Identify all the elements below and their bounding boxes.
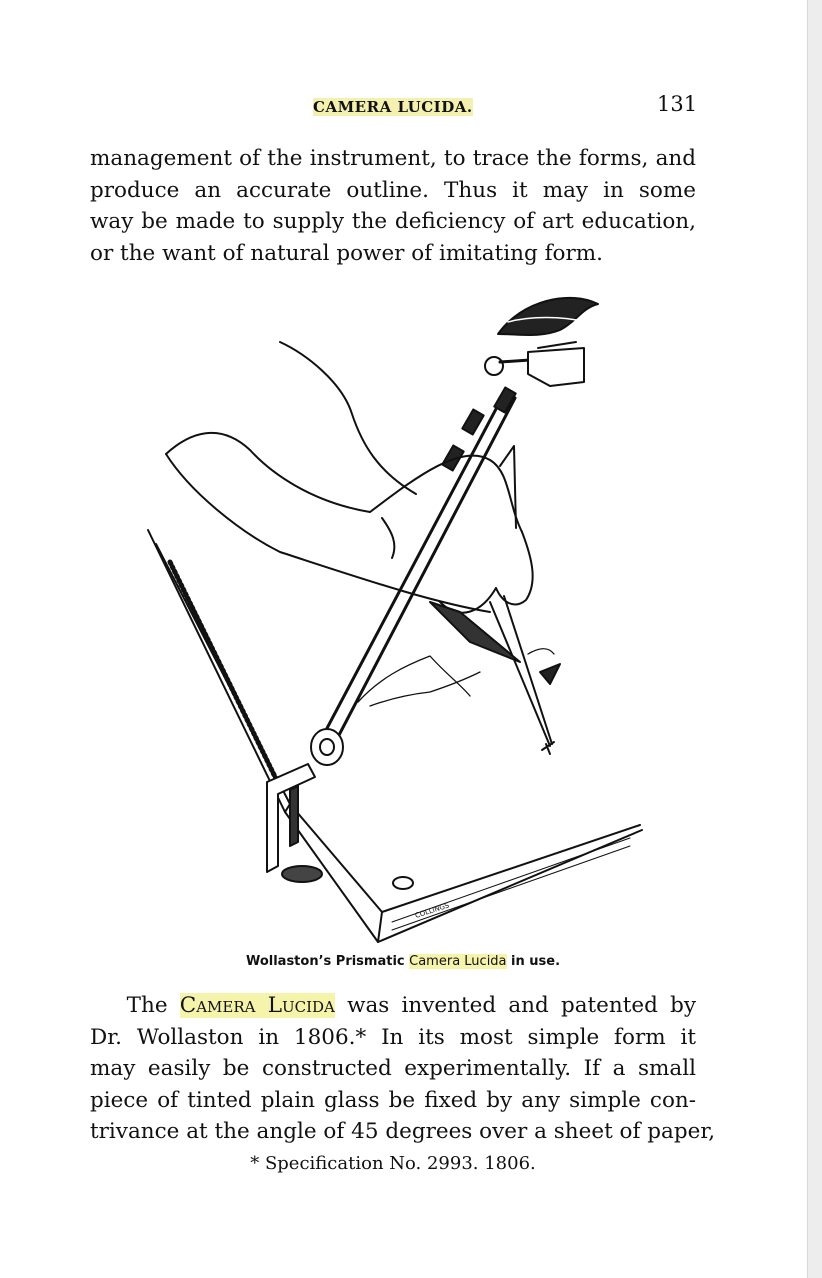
camera-lucida-highlight: Camera Lucida	[179, 993, 335, 1018]
caption-highlight: Camera Lucida	[409, 954, 507, 969]
paragraph-2-line: piece of tinted plain glass be fixed by any simple con-	[90, 1087, 696, 1113]
paragraph-2	[90, 990, 716, 1148]
paragraph-2-lead: The	[126, 993, 180, 1018]
running-head	[0, 92, 806, 122]
paragraph-2-line: Dr. Wollaston in 1806.* In its most simple form it	[90, 1024, 696, 1050]
figure-caption	[0, 954, 806, 969]
paragraph-2-line: trivance at the angle of 45 degrees over a sheet of paper,	[90, 1119, 716, 1144]
caption-text-end: in use.	[506, 954, 561, 969]
camera-lucida-figure	[130, 282, 660, 947]
footnote: * Specification No. 2993. 1806.	[250, 1153, 536, 1174]
page-number: 131	[657, 92, 698, 116]
paragraph-2-line: may easily be constructed experimentally. If a small	[90, 1056, 696, 1081]
camera-lucida-illustration-icon	[130, 282, 660, 947]
paragraph-2-lead-rest: was invented and patented by	[334, 993, 696, 1018]
viewer-scrollbar[interactable]	[807, 0, 822, 1278]
svg-text:COLLINGS: COLLINGS	[414, 901, 451, 920]
paragraph-1-line: management of the instrument, to trace the forms, and	[90, 146, 696, 171]
paragraph-1	[90, 143, 696, 269]
caption-text: Wollaston’s Prismatic	[245, 954, 410, 969]
paragraph-1-line: way be made to supply the deficiency of art education,	[90, 209, 696, 234]
paragraph-2-line	[90, 990, 696, 1022]
paragraph-1-line: or the want of natural power of imitating form.	[90, 240, 603, 266]
paragraph-1-line: produce an accurate outline. Thus it may in some	[90, 177, 696, 203]
running-title: CAMERA LUCIDA.	[313, 98, 473, 116]
